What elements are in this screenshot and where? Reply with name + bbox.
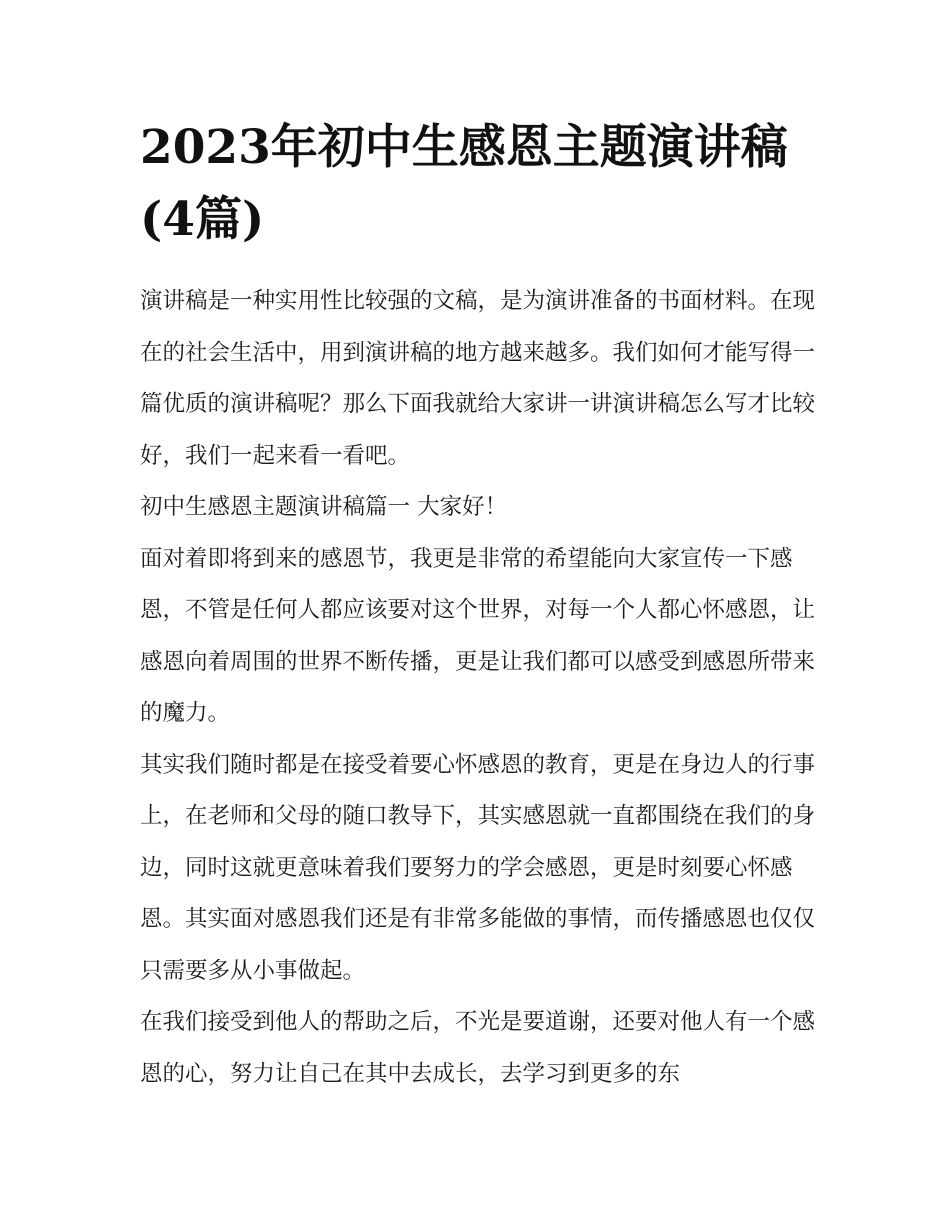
document-body (140, 276, 820, 1100)
section-heading-paragraph: 初中生感恩主题演讲稿篇一 大家好！ (140, 494, 508, 520)
body-paragraph: 在我们接受到他人的帮助之后，不光是要道谢，还要对他人有一个感恩的心，努力让自己在其中去成长，去学习到更多的东 (140, 1009, 816, 1087)
document-title: 2023年初中生感恩主题演讲稿(4篇) (140, 120, 788, 247)
intro-paragraph: 演讲稿是一种实用性比较强的文稿，是为演讲准备的书面材料。在现在的社会生活中，用到演讲稿的地方越来越多。我们如何才能写得一篇优质的演讲稿呢？那么下面我就给大家讲一讲演讲稿怎么写才比较好，我们一起来看一看吧。 (140, 288, 816, 469)
body-paragraph: 其实我们随时都是在接受着要心怀感恩的教育，更是在身边人的行事上，在老师和父母的随口教导下，其实感恩就一直都围绕在我们的身边，同时这就更意味着我们要努力的学会感恩，更是时刻要心怀感恩。其实面对感恩我们还是有非常多能做的事情，而传播感恩也仅仅只需要多从小事做起。 (140, 751, 816, 984)
body-paragraph: 面对着即将到来的感恩节，我更是非常的希望能向大家宣传一下感恩，不管是任何人都应该要对这个世界，对每一个人都心怀感恩，让感恩向着周围的世界不断传播，更是让我们都可以感受到感恩所带来的魔力。 (140, 545, 816, 726)
